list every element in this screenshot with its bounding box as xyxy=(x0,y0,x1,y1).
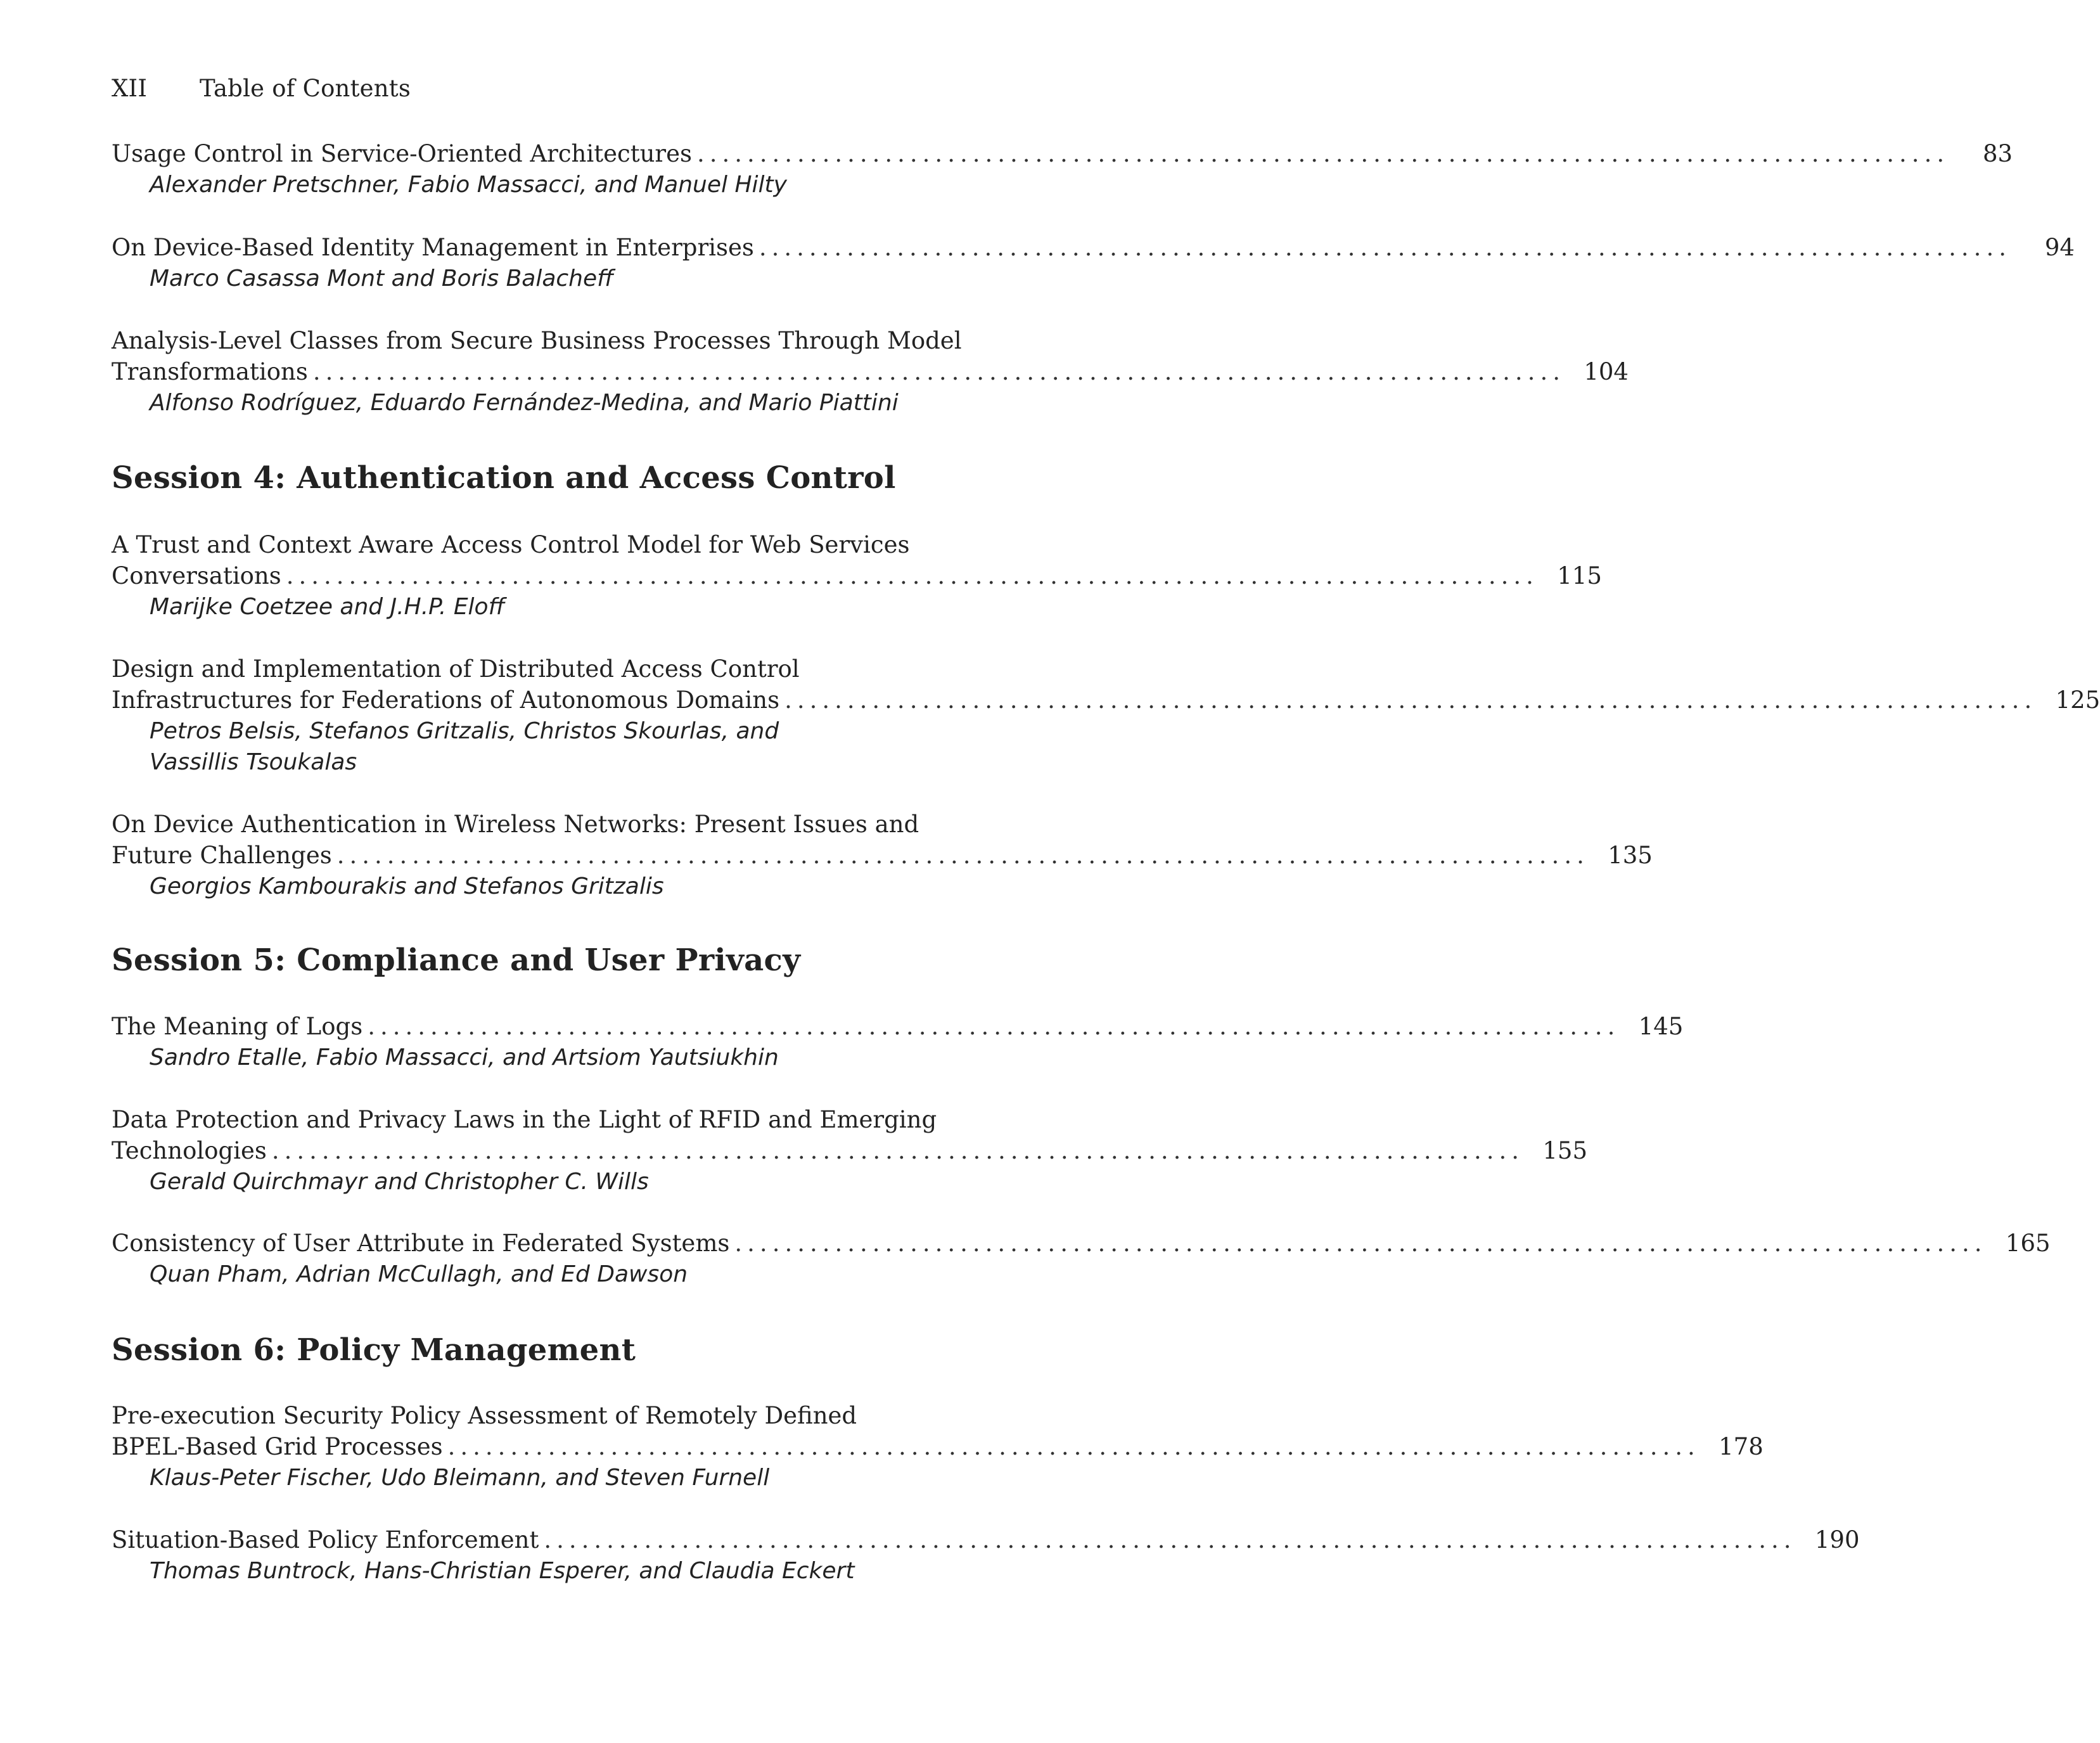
toc-entry-title-line xyxy=(112,356,1629,387)
toc-entry-title-line xyxy=(112,1431,1764,1462)
toc-entry-title[interactable]: The Meaning of Logs xyxy=(112,1013,363,1040)
toc-entry xyxy=(112,1524,1860,1586)
toc-entry-authors: Thomas Buntrock, Hans-Christian Esperer, and Claudia Eckert xyxy=(150,1558,855,1584)
dot-leader: .................................................................................................... xyxy=(734,1230,1987,1257)
toc-entry-title-line xyxy=(112,1228,2051,1259)
running-head xyxy=(112,75,411,102)
dot-leader: .................................................................................................... xyxy=(286,562,1539,589)
toc-entry-title[interactable]: Consistency of User Attribute in Federated Systems xyxy=(112,1230,730,1257)
dot-leader: .................................................................................................... xyxy=(271,1137,1524,1164)
toc-entry-authors: Marco Casassa Mont and Boris Balacheff xyxy=(150,266,614,292)
toc-entry-page: 190 xyxy=(1814,1526,1860,1553)
session-heading: Session 6: Policy Management xyxy=(112,1332,636,1368)
toc-entry xyxy=(112,653,2100,778)
toc-entry-title[interactable]: Transformations xyxy=(112,358,308,385)
toc-entry-title[interactable]: Conversations xyxy=(112,562,281,589)
dot-leader: .................................................................................................... xyxy=(759,234,2011,261)
toc-entry-page: 94 xyxy=(2044,234,2075,261)
toc-entry-title-line xyxy=(112,1524,1860,1555)
dot-leader: .................................................................................................... xyxy=(368,1013,1620,1040)
toc-entry-title[interactable]: Future Challenges xyxy=(112,842,332,869)
session-heading: Session 4: Authentication and Access Control xyxy=(112,460,896,496)
toc-entry-authors: Quan Pham, Adrian McCullagh, and Ed Dawson xyxy=(150,1261,688,1287)
toc-entry-page: 115 xyxy=(1557,562,1602,589)
toc-entry xyxy=(112,529,1602,622)
toc-entry-authors: Alexander Pretschner, Fabio Massacci, and Manuel Hilty xyxy=(150,172,787,198)
toc-entry-authors: Sandro Etalle, Fabio Massacci, and Artsiom Yautsiukhin xyxy=(150,1045,779,1071)
toc-entry-page: 155 xyxy=(1542,1137,1587,1164)
toc-entry-title-line[interactable]: Pre-execution Security Policy Assessment of Remotely Defined xyxy=(112,1402,857,1429)
toc-entry-title-line xyxy=(112,1011,1684,1042)
dot-leader: .................................................................................................... xyxy=(447,1433,1700,1460)
toc-entry-title-line[interactable]: Data Protection and Privacy Laws in the Light of RFID and Emerging xyxy=(112,1106,937,1133)
toc-entry-title[interactable]: Infrastructures for Federations of Autonomous Domains xyxy=(112,686,780,714)
toc-entry xyxy=(112,809,1653,902)
toc-entry xyxy=(112,325,1629,418)
toc-entry-authors: Klaus-Peter Fischer, Udo Bleimann, and Steven Furnell xyxy=(150,1465,770,1491)
toc-entry-title-line xyxy=(112,840,1653,871)
running-head-title: Table of Contents xyxy=(200,75,411,102)
toc-entry-authors: Alfonso Rodríguez, Eduardo Fernández-Medina, and Mario Piattini xyxy=(150,390,899,416)
toc-entry-authors: Petros Belsis, Stefanos Gritzalis, Christos Skourlas, and xyxy=(150,718,779,744)
toc-entry-title-line[interactable]: On Device Authentication in Wireless Networks: Present Issues and xyxy=(112,811,919,838)
toc-entry xyxy=(112,1400,1764,1493)
toc-entry-page: 83 xyxy=(1983,140,2013,167)
toc-entry-title-line xyxy=(112,560,1602,591)
toc-entry-page: 135 xyxy=(1608,842,1653,869)
toc-entry-title-line xyxy=(112,685,2100,716)
dot-leader: .................................................................................................... xyxy=(696,140,1950,167)
page-number: XII xyxy=(112,75,148,102)
toc-entry-title[interactable]: On Device-Based Identity Management in Enterprises xyxy=(112,234,754,261)
toc-entry-page: 165 xyxy=(2005,1230,2051,1257)
toc-entry-title[interactable]: Situation-Based Policy Enforcement xyxy=(112,1526,539,1553)
toc-entry-authors: Vassillis Tsoukalas xyxy=(150,749,357,775)
toc-entry-title[interactable]: Technologies xyxy=(112,1137,267,1164)
toc-entry-authors: Gerald Quirchmayr and Christopher C. Wills xyxy=(150,1169,649,1195)
toc-entry xyxy=(112,138,2013,200)
toc-entry-title-line[interactable]: Design and Implementation of Distributed Access Control xyxy=(112,655,800,683)
dot-leader: .................................................................................................... xyxy=(312,358,1565,385)
toc-entry-title-line xyxy=(112,232,2075,263)
toc-entry-title[interactable]: Usage Control in Service-Oriented Architectures xyxy=(112,140,692,167)
toc-entry xyxy=(112,1104,1587,1197)
toc-entry xyxy=(112,1228,2051,1290)
toc-entry-title[interactable]: BPEL-Based Grid Processes xyxy=(112,1433,443,1460)
toc-entry-authors: Marijke Coetzee and J.H.P. Eloff xyxy=(150,594,505,620)
toc-entry-page: 104 xyxy=(1584,358,1629,385)
toc-entry-page: 125 xyxy=(2055,686,2100,714)
toc-entry-page: 178 xyxy=(1719,1433,1764,1460)
toc-entry xyxy=(112,232,2075,294)
session-heading: Session 5: Compliance and User Privacy xyxy=(112,942,801,978)
toc-entry-authors: Georgios Kambourakis and Stefanos Gritzalis xyxy=(150,873,664,899)
toc-entry-title-line xyxy=(112,138,2013,169)
dot-leader: .................................................................................................... xyxy=(784,686,2037,714)
toc-entry-title-line xyxy=(112,1135,1587,1166)
dot-leader: .................................................................................................... xyxy=(544,1526,1796,1553)
toc-entry xyxy=(112,1011,1684,1073)
toc-entry-title-line[interactable]: A Trust and Context Aware Access Control Model for Web Services xyxy=(112,531,910,558)
dot-leader: .................................................................................................... xyxy=(336,842,1589,869)
toc-entry-page: 145 xyxy=(1638,1013,1684,1040)
toc-entry-title-line[interactable]: Analysis-Level Classes from Secure Business Processes Through Model xyxy=(112,327,962,354)
